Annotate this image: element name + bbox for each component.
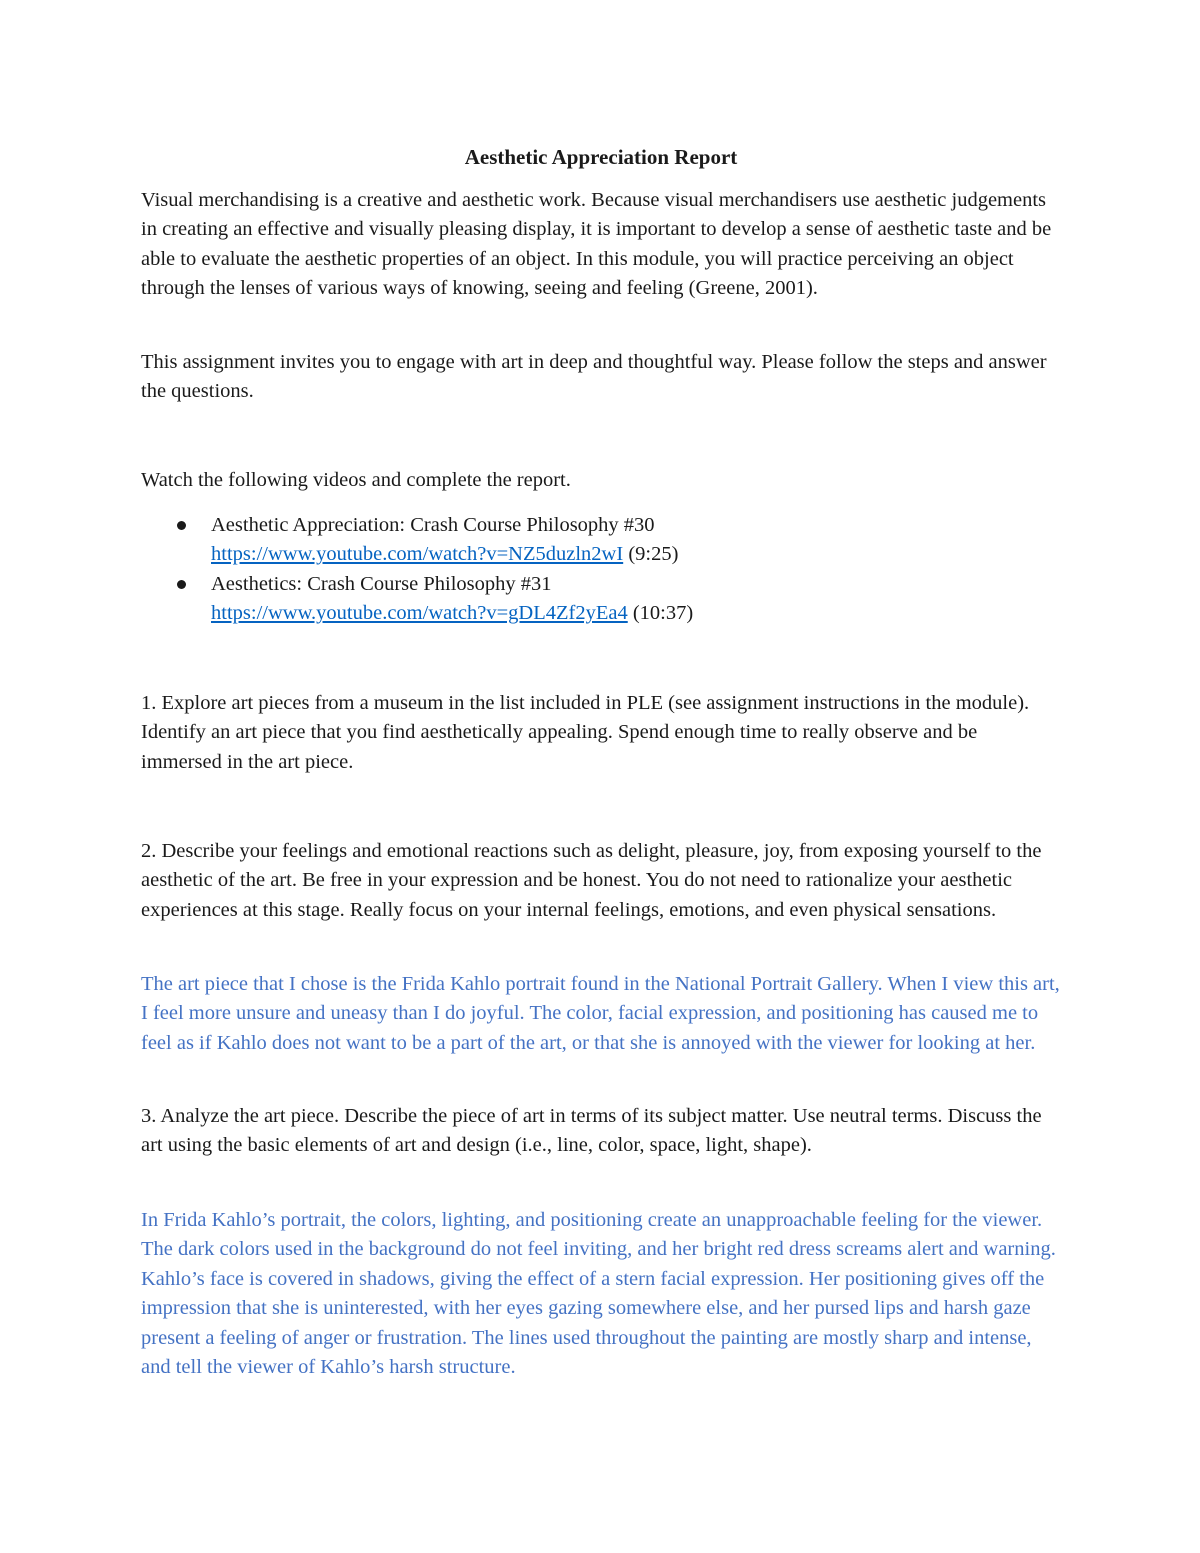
video-duration: (9:25): [628, 543, 679, 566]
question-2: 2. Describe your feelings and emotional reactions such as delight, pleasure, joy, from exposing yourself to the aesthetic of the art. Be free in your expression and be honest. You do not need to rationalize your aesthetic experiences at this stage. Really focus on your internal feelings, emotions, and even physical sensations.: [141, 840, 1042, 921]
bullet-icon: [177, 580, 186, 589]
videos-intro: Watch the following videos and complete the report.: [141, 469, 571, 491]
answer-2: The art piece that I chose is the Frida Kahlo portrait found in the National Portrait Gallery. When I view this art, I feel more unsure and uneasy than I do joyful. The color, facial expression, and positioning has caused me to feel as if Kahlo does not want to be a part of the art, or that she is annoyed with the viewer for looking at her.: [141, 973, 1060, 1054]
intro-paragraph: Visual merchandising is a creative and aesthetic work. Because visual merchandisers use aesthetic judgements in creating an effective and visually pleasing display, it is important to develop a sense of aesthetic taste and be able to evaluate the aesthetic properties of an object. In this module, you will practice perceiving an object through the lenses of various ways of knowing, seeing and feeling (Greene, 2001).: [141, 189, 1052, 300]
video-item: [141, 570, 1061, 629]
video-duration: (10:37): [632, 602, 694, 625]
video-list: [141, 511, 1061, 629]
video-item: [141, 511, 1061, 570]
video-link[interactable]: https://www.youtube.com/watch?v=gDL4Zf2yEa4: [211, 602, 628, 625]
video-title: Aesthetic Appreciation: Crash Course Philosophy #30: [211, 514, 655, 536]
video-link[interactable]: https://www.youtube.com/watch?v=NZ5duzln2wI: [211, 543, 624, 566]
question-1: 1. Explore art pieces from a museum in the list included in PLE (see assignment instructions in the module). Identify an art piece that you find aesthetically appealing. Spend enough time to really observe and be immersed in the art piece.: [141, 692, 1030, 773]
document-title: Aesthetic Appreciation Report: [464, 145, 738, 169]
assignment-invite-paragraph: This assignment invites you to engage with art in deep and thoughtful way. Please follow the steps and answer the questions.: [141, 351, 1047, 403]
question-3: 3. Analyze the art piece. Describe the piece of art in terms of its subject matter. Use neutral terms. Discuss the art using the basic elements of art and design (i.e., line, color, space, light, shape).: [141, 1105, 1042, 1157]
video-title: Aesthetics: Crash Course Philosophy #31: [211, 572, 552, 595]
bullet-icon: [177, 521, 186, 530]
answer-3: In Frida Kahlo’s portrait, the colors, lighting, and positioning create an unapproachable feeling for the viewer. The dark colors used in the background do not feel inviting, and her bright red dress screams alert and warning. Kahlo’s face is covered in shadows, giving the effect of a stern facial expression. Her positioning gives off the impression that she is uninterested, with her eyes gazing somewhere else, and her pursed lips and harsh gaze present a feeling of anger or frustration. The lines used throughout the painting are mostly sharp and intense, and tell the viewer of Kahlo’s harsh structure.: [141, 1209, 1056, 1379]
